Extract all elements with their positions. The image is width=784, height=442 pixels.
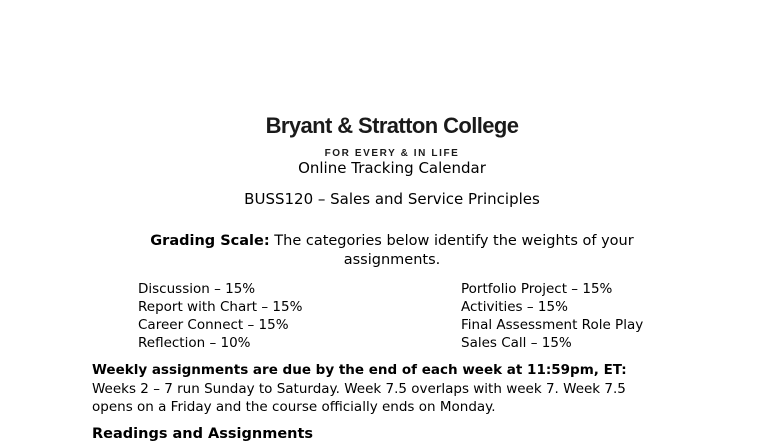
readings-heading: Readings and Assignments — [92, 426, 314, 442]
category-item: Reflection – 10% — [138, 335, 251, 351]
grading-scale-label: Grading Scale: — [150, 233, 270, 249]
category-item: Sales Call – 15% — [461, 335, 572, 351]
college-logo: Bryant & Stratton College — [265, 113, 519, 138]
category-item: Activities – 15% — [461, 299, 568, 315]
category-item: Report with Chart – 15% — [138, 299, 303, 315]
document-title: Online Tracking Calendar — [298, 159, 486, 177]
category-item: Portfolio Project – 15% — [461, 281, 613, 297]
course-title: BUSS120 – Sales and Service Principles — [244, 190, 540, 208]
grading-scale-line1 — [0, 233, 784, 249]
category-item: Discussion – 15% — [138, 281, 256, 297]
category-item: Final Assessment Role Play — [461, 317, 644, 333]
weekly-assignments-heading: Weekly assignments are due by the end of each week at 11:59pm, ET: — [92, 362, 627, 378]
category-item: Career Connect – 15% — [138, 317, 289, 333]
college-tagline: FOR EVERY & IN LIFE — [324, 148, 460, 159]
grading-scale-text: The categories below identify the weights of your — [269, 233, 634, 249]
weekly-schedule-text: Weeks 2 – 7 run Sunday to Saturday. Week 7.5 overlaps with week 7. Week 7.5 — [92, 381, 626, 397]
grading-scale-line2: assignments. — [343, 252, 441, 268]
weekly-schedule-text: opens on a Friday and the course officially ends on Monday. — [92, 399, 496, 415]
